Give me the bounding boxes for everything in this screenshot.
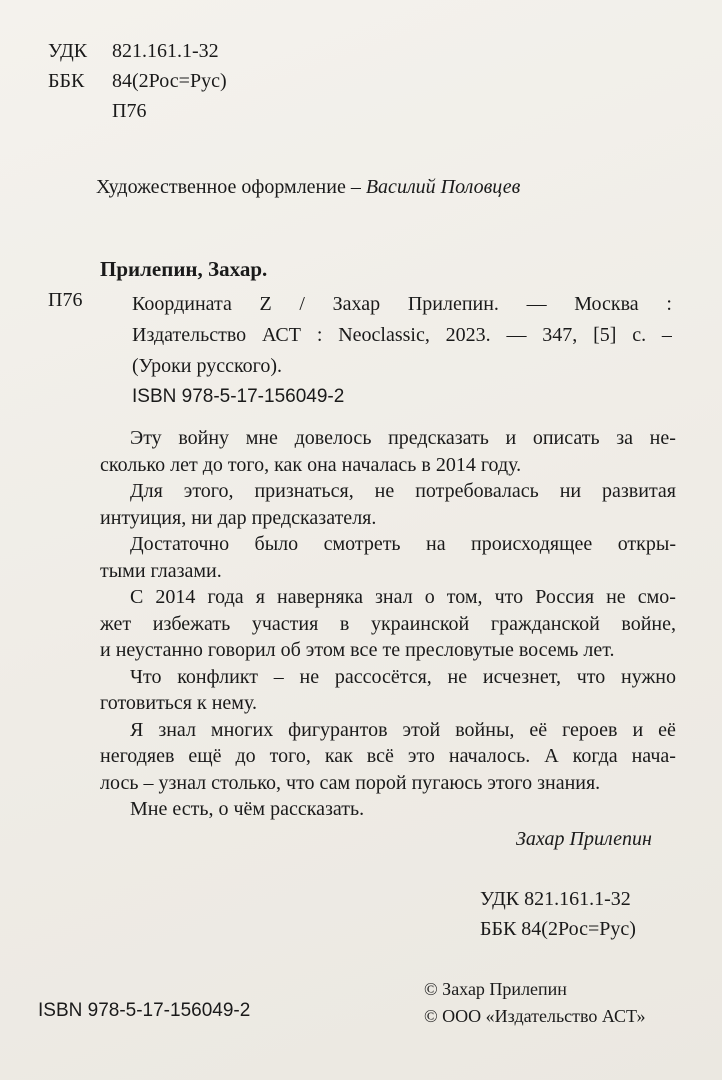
- abstract-word: как: [324, 745, 353, 767]
- abstract-word: этой: [402, 718, 441, 741]
- bibliographic-word: 347,: [542, 324, 578, 346]
- bibliographic-word: Издательство: [132, 324, 247, 346]
- abstract-word: ни: [559, 480, 582, 502]
- abstract-word: до: [235, 745, 256, 767]
- abstract-word: Эту: [130, 427, 162, 449]
- bibliographic-word: [5]: [593, 324, 617, 346]
- bibliographic-word: Москва: [574, 293, 639, 315]
- abstract-word: А: [544, 745, 559, 767]
- abstract-line: [100, 796, 676, 823]
- udk-value: 821.161.1-32: [112, 40, 219, 62]
- design-credit-label: Художественное оформление –: [96, 176, 361, 198]
- abstract-word: потребовалась: [415, 480, 539, 502]
- abstract-word: и: [632, 718, 644, 741]
- abstract-word: многих: [210, 718, 274, 741]
- abstract-word: откры-: [617, 533, 676, 555]
- abstract-word: том,: [446, 586, 483, 608]
- bibliographic-word: Z: [259, 293, 272, 315]
- bibliographic-word: Прилепин.: [407, 293, 499, 315]
- abstract-word: Что: [130, 665, 162, 688]
- abstract-word: Россия: [535, 586, 595, 608]
- abstract-text: [100, 425, 676, 823]
- abstract-word: нужно: [621, 665, 676, 688]
- bibliographic-word: —: [506, 324, 527, 346]
- abstract-word: не: [447, 665, 468, 688]
- abstract-line: [100, 452, 676, 479]
- abstract-word: знал: [375, 586, 413, 608]
- abstract-word: на: [426, 533, 446, 555]
- abstract-word: нача-: [631, 745, 676, 767]
- abstract-word: не-: [649, 427, 676, 449]
- abstract-paragraph: [100, 425, 676, 478]
- abstract-paragraph: [100, 584, 676, 664]
- abstract-signature: Захар Прилепин: [516, 828, 652, 850]
- bibliographic-word: –: [661, 324, 672, 346]
- abstract-word: я: [255, 586, 265, 608]
- bibliographic-line: [132, 351, 672, 382]
- abstract-paragraph: [100, 796, 676, 823]
- abstract-word: смо-: [637, 586, 676, 608]
- abstract-word: украинской: [370, 612, 470, 635]
- bbk-value: 84(2Рос=Рус): [112, 70, 227, 92]
- abstract-word: готовиться к нему.: [100, 692, 257, 714]
- classification-block-top: [48, 36, 227, 126]
- abstract-word: Для: [130, 480, 163, 502]
- abstract-word: тыми глазами.: [100, 559, 222, 582]
- bibliographic-word: Neoclassic,: [338, 324, 430, 346]
- bibliographic-code: П76: [48, 289, 83, 311]
- bibliographic-word: :: [666, 293, 672, 315]
- bibliographic-word: с.: [632, 324, 647, 346]
- abstract-word: участия: [251, 612, 319, 635]
- bbk-row: [48, 66, 227, 96]
- abstract-word: смотреть: [323, 533, 401, 555]
- abstract-word: войны,: [455, 718, 515, 741]
- abstract-word: 2014: [155, 586, 196, 608]
- abstract-word: жет: [100, 612, 132, 635]
- abstract-word: знал: [158, 718, 196, 741]
- abstract-word: того,: [269, 745, 311, 767]
- abstract-word: когда: [572, 745, 618, 767]
- abstract-word: что: [494, 586, 524, 608]
- design-credit: [96, 176, 520, 199]
- abstract-word: ещё: [188, 745, 222, 767]
- abstract-word: началось.: [448, 745, 531, 767]
- author-mark: П76: [112, 100, 147, 122]
- abstract-word: довелось: [294, 427, 372, 449]
- abstract-word: мне: [245, 427, 278, 449]
- abstract-line: [100, 611, 676, 638]
- abstract-word: в: [339, 612, 350, 635]
- abstract-word: интуиция, ни дар предсказателя.: [100, 506, 377, 529]
- abstract-word: С: [130, 586, 144, 608]
- abstract-word: было: [254, 533, 299, 555]
- bibliographic-word: /: [299, 293, 305, 315]
- abstract-word: этого,: [183, 480, 234, 502]
- abstract-word: описать: [532, 427, 600, 449]
- abstract-word: не: [606, 586, 626, 608]
- abstract-word: не: [374, 480, 395, 502]
- bibliographic-author: Прилепин, Захар.: [100, 257, 268, 281]
- abstract-word: за: [616, 427, 634, 449]
- abstract-word: Мне есть, о чём рассказать.: [130, 798, 365, 820]
- udk-bottom: УДК 821.161.1-32: [480, 888, 631, 910]
- abstract-word: войну: [178, 427, 230, 449]
- abstract-word: года: [207, 586, 244, 608]
- abstract-line: [100, 505, 676, 532]
- abstract-word: развитая: [602, 480, 676, 502]
- abstract-word: рассосётся,: [334, 665, 432, 688]
- bbk-bottom: ББК 84(2Рос=Рус): [480, 918, 636, 940]
- isbn-bottom: ISBN 978-5-17-156049-2: [38, 1000, 251, 1021]
- abstract-word: это: [407, 745, 435, 767]
- bibliographic-description: [132, 289, 672, 382]
- bibliographic-word: АСТ: [261, 324, 301, 346]
- bibliographic-word: 2023.: [445, 324, 491, 346]
- abstract-word: её: [529, 718, 548, 741]
- abstract-word: не: [299, 665, 320, 688]
- abstract-line: [100, 743, 676, 770]
- abstract-paragraph: [100, 478, 676, 531]
- bibliographic-line: [132, 289, 672, 320]
- abstract-word: о: [424, 586, 435, 608]
- abstract-word: наверняка: [276, 586, 363, 608]
- abstract-word: и неустанно говорил об этом все те пресловутые восемь лет.: [100, 639, 615, 661]
- abstract-line: [100, 584, 676, 611]
- abstract-line: [100, 425, 676, 452]
- abstract-word: сколько лет до того, как она началась в 2014 году.: [100, 453, 522, 476]
- bibliographic-word: Координата: [132, 293, 232, 315]
- abstract-word: лось – узнал столько, что сам порой пугаюсь этого знания.: [100, 771, 601, 794]
- abstract-paragraph: [100, 717, 676, 797]
- design-credit-name: Василий Половцев: [365, 176, 521, 198]
- abstract-line: [100, 717, 676, 744]
- abstract-word: всё: [366, 745, 394, 767]
- isbn-record: ISBN 978-5-17-156049-2: [132, 386, 345, 407]
- abstract-word: признаться,: [254, 480, 354, 502]
- abstract-line: [100, 478, 676, 505]
- copyright-publisher: © ООО «Издательство АСТ»: [424, 1006, 646, 1026]
- abstract-word: происходящее: [471, 533, 593, 555]
- abstract-word: героев: [562, 718, 618, 741]
- bibliographic-word: —: [526, 293, 547, 315]
- abstract-paragraph: [100, 664, 676, 717]
- abstract-word: негодяев: [100, 745, 175, 767]
- abstract-line: [100, 770, 676, 797]
- abstract-word: и: [505, 427, 517, 449]
- abstract-word: что: [576, 665, 606, 688]
- udk-row: [48, 36, 227, 66]
- bibliographic-line: [132, 320, 672, 351]
- abstract-word: фигурантов: [288, 718, 388, 741]
- abstract-word: Достаточно: [130, 533, 230, 555]
- bibliographic-word: (Уроки русского).: [132, 355, 283, 377]
- copyright-block: [424, 976, 646, 1030]
- abstract-word: предсказать: [388, 427, 489, 449]
- abstract-line: [100, 531, 676, 558]
- abstract-word: гражданской: [490, 612, 600, 635]
- abstract-paragraph: [100, 531, 676, 584]
- udk-key: УДК: [48, 40, 88, 62]
- bbk-key: ББК: [48, 70, 85, 92]
- classification-block-bottom: [480, 884, 636, 944]
- bibliographic-word: :: [316, 324, 323, 346]
- abstract-word: –: [273, 665, 284, 688]
- abstract-word: исчезнет,: [482, 665, 561, 688]
- bibliographic-word: Захар: [332, 293, 381, 315]
- abstract-word: избежать: [152, 612, 231, 635]
- abstract-line: [100, 664, 676, 691]
- abstract-word: Я: [130, 718, 144, 741]
- abstract-word: её: [658, 718, 676, 741]
- abstract-word: конфликт: [177, 665, 258, 688]
- abstract-line: [100, 637, 676, 664]
- abstract-word: войне,: [621, 612, 676, 635]
- abstract-line: [100, 690, 676, 717]
- copyright-author: © Захар Прилепин: [424, 979, 567, 999]
- abstract-line: [100, 558, 676, 585]
